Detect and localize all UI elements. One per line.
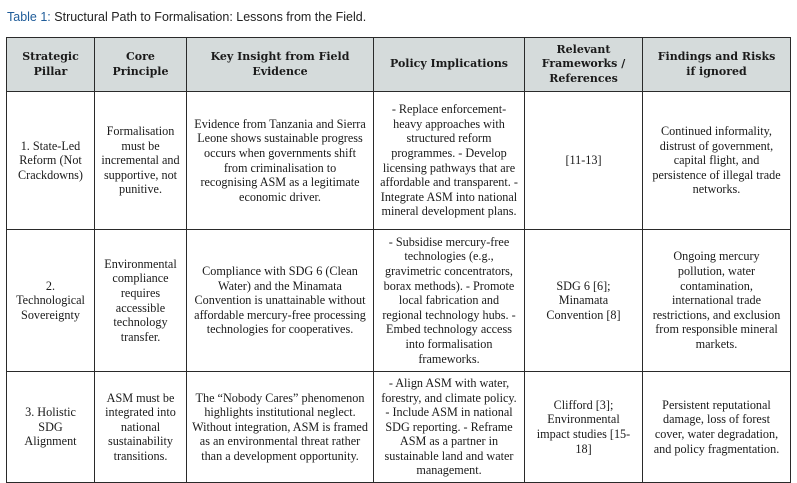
cell-principle: Formalisation must be incremental and supportive, not punitive. [95,92,187,230]
cell-pillar: 1. State-Led Reform (Not Crackdowns) [7,92,95,230]
table-caption-label: Table 1: [7,10,51,24]
cell-pillar: 2. Technological Sovereignty [7,230,95,372]
cell-insight: Evidence from Tanzania and Sierra Leone shows sustainable progress occurs when governments shift from criminalisation to recognising ASM as a legitimate economic driver. [187,92,374,230]
cell-insight: Compliance with SDG 6 (Clean Water) and the Minamata Convention is unattainable without affordable mercury-free processing technologies for cooperatives. [187,230,374,372]
table-row [7,372,791,483]
table-row [7,92,791,230]
cell-policy: - Subsidise mercury-free technologies (e.g., gravimetric concentrators, borax methods). - Promote local fabrication and regional technology hubs. - Embed technology access into formalisation frameworks. [374,230,525,372]
table-caption-title: Structural Path to Formalisation: Lessons from the Field. [50,10,367,24]
cell-risks: Continued informality, distrust of government, capital flight, and persistence of illegal trade networks. [643,92,791,230]
cell-pillar: 3. Holistic SDG Alignment [7,372,95,483]
cell-insight: The “Nobody Cares” phenomenon highlights institutional neglect. Without integration, ASM is framed as an environmental threat rather than a development opportunity. [187,372,374,483]
header-key-insight: Key Insight from Field Evidence [187,38,374,92]
header-findings-risks: Findings and Risks if ignored [643,38,791,92]
table-row [7,230,791,372]
cell-references: SDG 6 [6]; Minamata Convention [8] [525,230,643,372]
cell-risks: Ongoing mercury pollution, water contamination, international trade restrictions, and exclusion from responsible mineral markets. [643,230,791,372]
header-relevant-frameworks: Relevant Frameworks / References [525,38,643,92]
header-policy-implications: Policy Implications [374,38,525,92]
header-strategic-pillar: Strategic Pillar [7,38,95,92]
header-core-principle: Core Principle [95,38,187,92]
cell-principle: Environmental compliance requires accessible technology transfer. [95,230,187,372]
table-caption [7,10,366,24]
formalisation-table [6,37,791,483]
cell-principle: ASM must be integrated into national sustainability transitions. [95,372,187,483]
cell-references: [11-13] [525,92,643,230]
table-header-row [7,38,791,92]
cell-references: Clifford [3]; Environmental impact studies [15-18] [525,372,643,483]
cell-risks: Persistent reputational damage, loss of forest cover, water degradation, and policy fragmentation. [643,372,791,483]
cell-policy: - Align ASM with water, forestry, and climate policy. - Include ASM in national SDG reporting. - Reframe ASM as a partner in sustainable land and water management. [374,372,525,483]
cell-policy: - Replace enforcement-heavy approaches with structured reform programmes. - Develop licensing pathways that are affordable and transparent. - Integrate ASM into national mineral development plans. [374,92,525,230]
